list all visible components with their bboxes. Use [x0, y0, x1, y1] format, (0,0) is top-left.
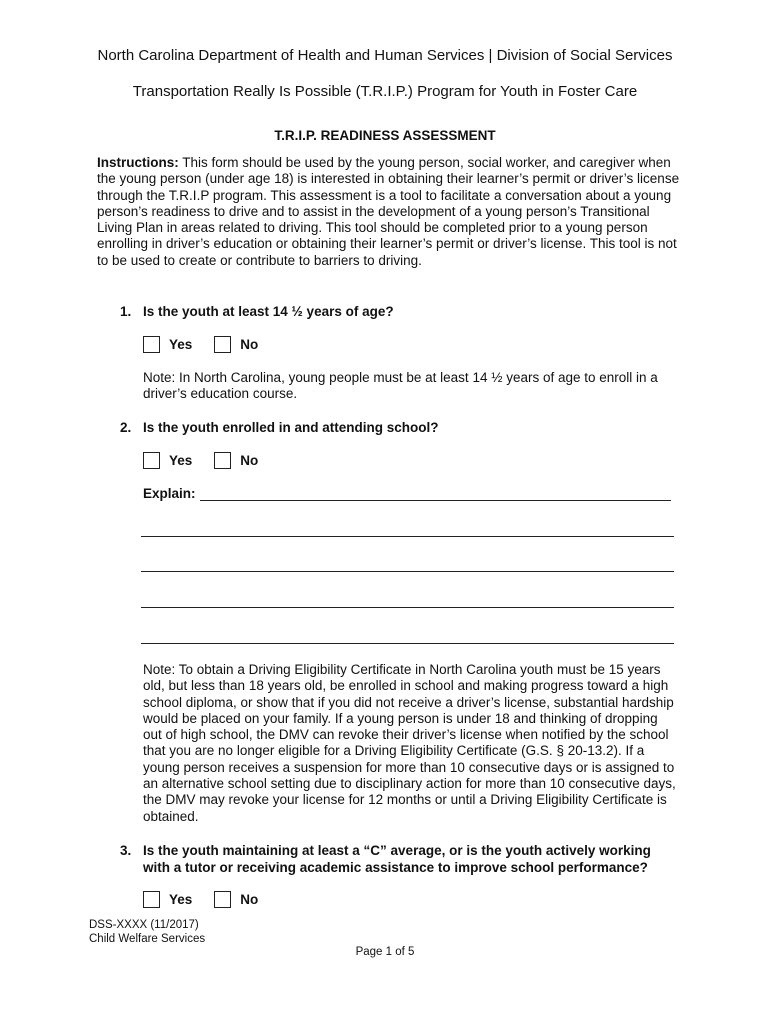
- question-2-choices: [143, 452, 258, 469]
- q1-no-checkbox[interactable]: [214, 336, 231, 353]
- q2-explain-line-3[interactable]: [141, 607, 674, 608]
- q2-no-label: No: [240, 453, 259, 468]
- question-1-text: Is the youth at least 14 ½ years of age?: [143, 304, 394, 319]
- header-agency: North Carolina Department of Health and Human Services | Division of Social Services: [97, 47, 673, 64]
- question-2-note: Note: To obtain a Driving Eligibility Certificate in North Carolina youth must be 15 years old, but less than 18 years old, be enrolled in school and making progress toward a high school diploma, or show that if you did not receive a driver’s license, substantial hardship would be placed on your family. If a young person is under 18 and thinking of dropping out of high school, the DMV can revoke their driver’s license when notified by the school that you are no longer eligible for a Driving Eligibility Certificate (G.S. § 20-13.2). If a young person receives a suspension for more than 10 consecutive days or is assigned to an alternative school setting due to disciplinary action for more than 10 consecutive days, the DMV may revoke your license for 12 months or until a Driving Eligibility Certificate is obtained.: [143, 662, 676, 824]
- q2-explain-line-2[interactable]: [141, 571, 674, 572]
- q1-no-option[interactable]: [214, 336, 258, 353]
- instructions-text: This form should be used by the young person, social worker, and caregiver when the young person (under age 18) is interested in obtaining their learner’s permit or driver’s license through the T.R.I.P program. This assessment is a tool to facilitate a conversation about a young person’s readiness to drive and to assist in the development of a young person’s Transitional Living Plan in areas related to driving. This tool should be completed prior to a young person enrolling in driver’s education or obtaining their learner’s permit or driver’s license. This tool is not to be used to create or contribute to barriers to driving.: [97, 155, 680, 268]
- q3-no-label: No: [240, 892, 259, 907]
- q2-yes-option[interactable]: [143, 452, 192, 469]
- footer-form-id: DSS-XXXX (11/2017): [89, 919, 199, 931]
- q2-no-checkbox[interactable]: [214, 452, 231, 469]
- question-1-note: Note: In North Carolina, young people must be at least 14 ½ years of age to enroll in a driver’s education course.: [143, 370, 658, 402]
- q3-no-checkbox[interactable]: [214, 891, 231, 908]
- instructions-label: Instructions:: [97, 155, 179, 170]
- footer-division: Child Welfare Services: [89, 932, 206, 945]
- question-1-number: 1.: [120, 304, 132, 319]
- q1-no-label: No: [240, 337, 259, 352]
- question-2-text: Is the youth enrolled in and attending school?: [143, 420, 439, 435]
- q3-yes-label: Yes: [169, 892, 193, 907]
- q2-yes-checkbox[interactable]: [143, 452, 160, 469]
- q2-explain-line-1[interactable]: [141, 536, 674, 537]
- question-3: [0, 842, 770, 878]
- q3-no-option[interactable]: [214, 891, 258, 908]
- question-3-text: Is the youth maintaining at least a “C” average, or is the youth actively working with a tutor or receiving academic assistance to improve school performance?: [143, 843, 651, 875]
- q2-yes-label: Yes: [169, 453, 193, 468]
- q3-yes-checkbox[interactable]: [143, 891, 160, 908]
- q2-explain-field[interactable]: [200, 487, 671, 501]
- header-program: Transportation Really Is Possible (T.R.I.P.) Program for Youth in Foster Care: [132, 83, 638, 100]
- question-3-number: 3.: [120, 843, 132, 858]
- page-number: Page 1 of 5: [355, 946, 415, 958]
- q2-no-option[interactable]: [214, 452, 258, 469]
- q1-yes-checkbox[interactable]: [143, 336, 160, 353]
- q1-yes-label: Yes: [169, 337, 193, 352]
- q1-yes-option[interactable]: [143, 336, 192, 353]
- question-2: [0, 419, 770, 437]
- question-1-choices: [143, 336, 258, 353]
- q2-explain-label: Explain:: [143, 486, 196, 501]
- question-3-choices: [143, 891, 258, 908]
- q2-explain-line-4[interactable]: [141, 643, 674, 644]
- form-title: T.R.I.P. READINESS ASSESSMENT: [274, 128, 496, 143]
- question-1: [0, 303, 770, 321]
- q2-explain-row: [143, 486, 671, 501]
- question-2-number: 2.: [120, 420, 132, 435]
- footer: [89, 919, 205, 946]
- instructions-paragraph: [97, 155, 687, 269]
- q3-yes-option[interactable]: [143, 891, 192, 908]
